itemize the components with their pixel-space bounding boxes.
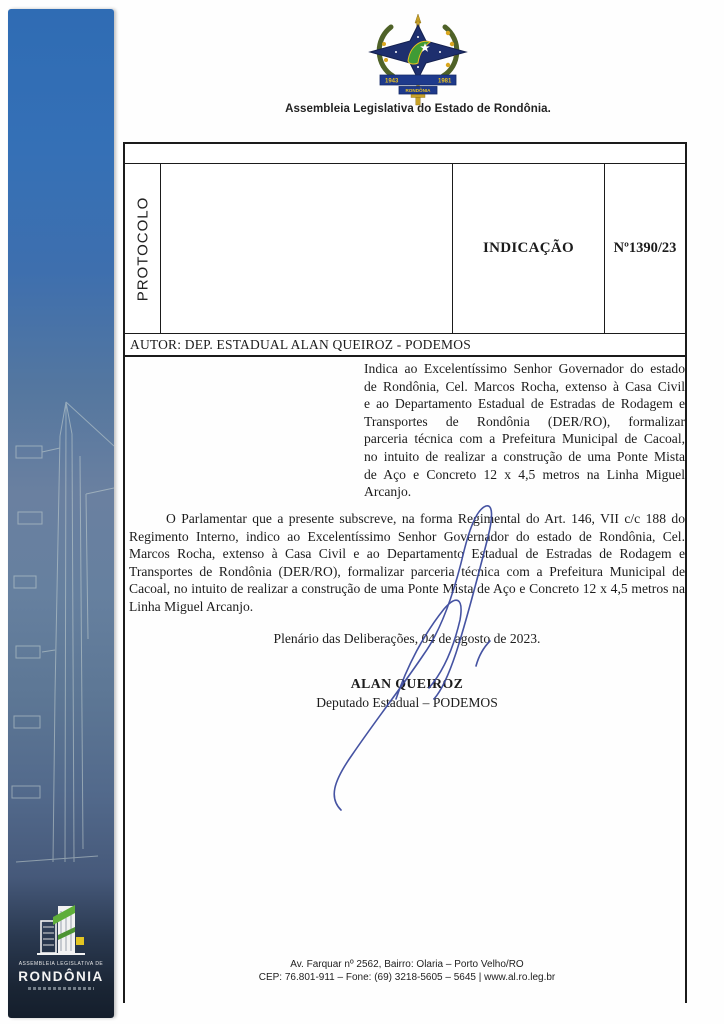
assembly-logo xyxy=(8,901,114,990)
footer-address: Av. Farquar nº 2562, Bairro: Olaria – Porto Velho/RO xyxy=(290,959,524,970)
signer-title: Deputado Estadual – PODEMOS xyxy=(316,695,498,710)
side-banner xyxy=(8,9,114,1018)
protocol-stamp-area xyxy=(161,164,453,333)
protocolo-label: PROTOCOLO xyxy=(134,196,151,301)
place-date-line: Plenário das Deliberações, 04 de agosto de 2023. xyxy=(273,631,541,646)
emblem-year-right: 1981 xyxy=(438,78,452,85)
emblem-ribbon-label: RONDÔNIA xyxy=(405,88,431,94)
institution-title: Assembleia Legislativa do Estado de Rondônia. xyxy=(285,103,551,115)
assembly-building-icon xyxy=(33,901,89,959)
document-type-cell: INDICAÇÃO xyxy=(453,164,605,333)
rondonia-coat-of-arms xyxy=(362,14,474,106)
logo-tagline xyxy=(28,987,94,990)
protocol-table xyxy=(123,142,687,357)
footer-contact: CEP: 76.801-911 – Fone: (69) 3218-5605 – 5645 | www.al.ro.leg.br xyxy=(258,972,556,983)
logo-name: RONDÔNIA xyxy=(18,969,104,984)
author-row: AUTOR: DEP. ESTADUAL ALAN QUEIROZ - PODEMOS xyxy=(125,333,685,355)
signer-name: ALAN QUEIROZ xyxy=(350,676,464,691)
document-number-cell: Nº1390/23 xyxy=(613,240,677,256)
building-sketch-lineart xyxy=(8,394,114,869)
main-paragraph: O Parlamentar que a presente subscreve, na forma Regimental do Art. 146, VII c/c 188 do Regimento Interno, indico ao Excelentíssimo Senhor Governador do estado de Rondônia, Cel. Marcos Rocha, extenso à Casa Civil e ao Departamento Estadual de Estradas de Rodagem e Transportes de Rondônia (DER/RO), formalizar parceria técnica com a Prefeitura Municipal de Cacoal, no intuito de realizar a construção de uma Ponte Mista de Aço e Concreto 12 x 4,5 metros na Linha Miguel Arcanjo. xyxy=(129,511,685,614)
summary-paragraph: Indica ao Excelentíssimo Senhor Governador do estado de Rondônia, Cel. Marcos Rocha, extenso à Casa Civil e ao Departamento Estadual de Estradas de Rodagem e Transportes de Rondônia (DER/RO), formalizar parceria técnica com a Prefeitura Municipal de Cacoal, no intuito de realizar a construção de uma Ponte Mista de Aço e Concreto 12 x 4,5 metros na Linha Miguel Arcanjo. xyxy=(364,361,685,500)
logo-top-line: ASSEMBLEIA LEGISLATIVA DE xyxy=(18,961,104,967)
footer-address-block xyxy=(129,958,685,984)
protocol-table-top-row xyxy=(125,144,685,164)
emblem-year-left: 1943 xyxy=(385,78,399,85)
protocolo-cell xyxy=(125,164,161,333)
handwritten-signature xyxy=(300,480,520,820)
